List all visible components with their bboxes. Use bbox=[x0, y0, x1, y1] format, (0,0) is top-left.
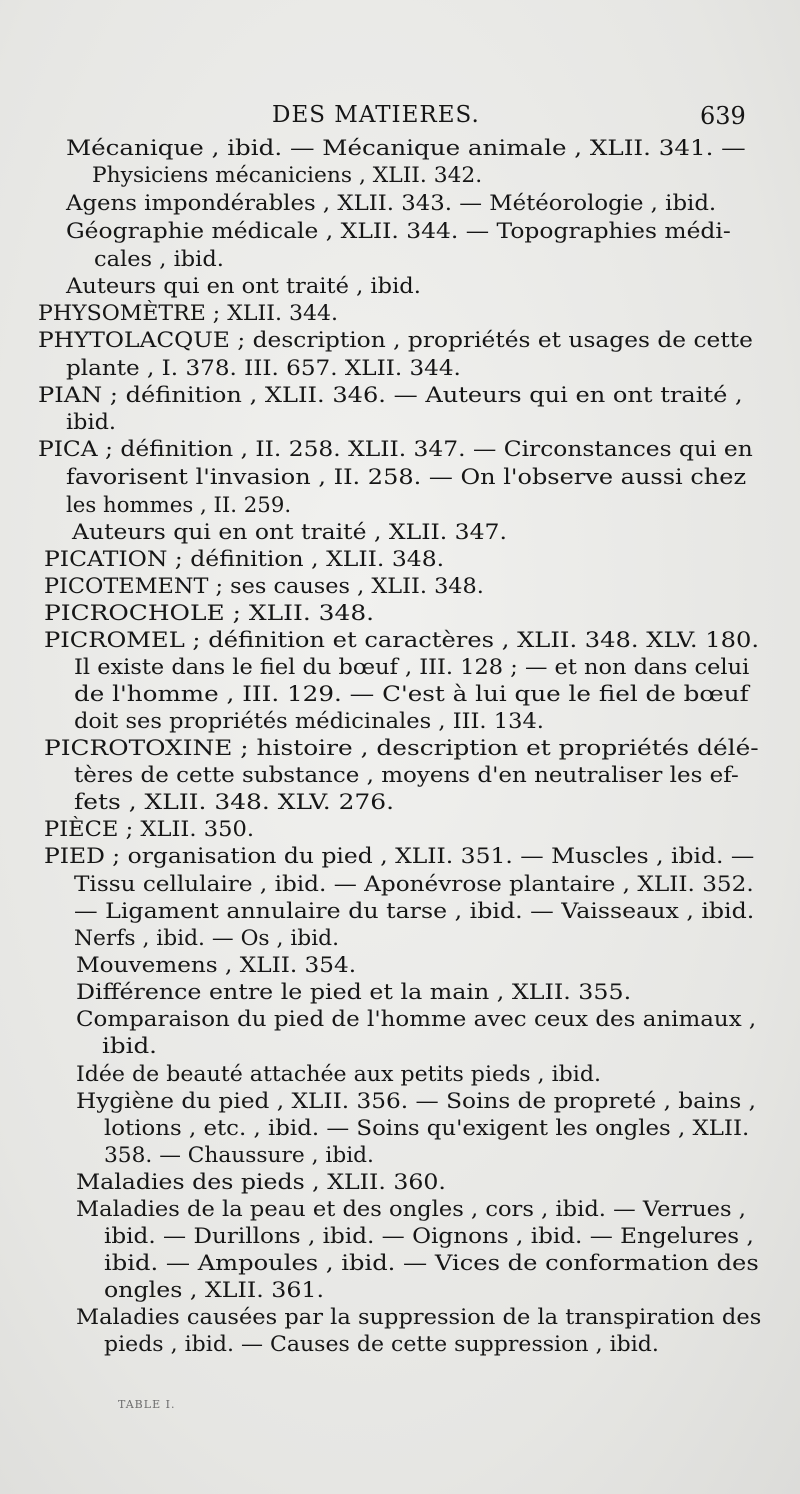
index-line-text: ibid. bbox=[102, 1034, 158, 1059]
index-line bbox=[92, 161, 788, 191]
index-line-text: fets , XLII. 348. XLV. 276. bbox=[74, 790, 395, 815]
index-line-text: Agens impondérables , XLII. 343. — Météorologie , ibid. bbox=[66, 191, 717, 216]
index-line bbox=[38, 381, 788, 411]
index-line bbox=[74, 870, 788, 900]
index-line-text: pieds , ibid. — Causes de cette suppression , ibid. bbox=[104, 1332, 659, 1357]
index-line-text: ibid. bbox=[66, 410, 117, 435]
index-line bbox=[66, 354, 788, 384]
index-line-text: Nerfs , ibid. — Os , ibid. bbox=[74, 926, 340, 951]
index-line-text: PICATION ; définition , XLII. 348. bbox=[44, 547, 445, 572]
index-line-text: PICOTEMENT ; ses causes , XLII. 348. bbox=[44, 574, 484, 599]
index-line bbox=[104, 1141, 788, 1171]
index-line bbox=[76, 978, 788, 1008]
index-line bbox=[74, 897, 788, 927]
index-line bbox=[102, 1032, 788, 1062]
index-line-text: Idée de beauté attachée aux petits pieds , ibid. bbox=[76, 1062, 602, 1087]
index-line-text: PHYTOLACQUE ; description , propriétés et usages de cette bbox=[38, 328, 753, 353]
index-line bbox=[104, 1222, 788, 1252]
index-line-text: Maladies des pieds , XLII. 360. bbox=[76, 1170, 446, 1195]
index-line bbox=[44, 815, 788, 845]
index-line-text: Physiciens mécaniciens , XLII. 342. bbox=[92, 163, 483, 188]
index-line bbox=[38, 435, 788, 465]
index-line bbox=[104, 1114, 788, 1144]
index-line bbox=[76, 951, 788, 981]
index-line bbox=[74, 680, 788, 710]
index-line-text: cales , ibid. bbox=[94, 247, 224, 272]
index-line-text: ibid. — Ampoules , ibid. — Vices de conformation des bbox=[104, 1251, 759, 1276]
index-line-text: Auteurs qui en ont traité , ibid. bbox=[66, 274, 421, 299]
index-line bbox=[74, 788, 788, 818]
index-line-text: Tissu cellulaire , ibid. — Aponévrose plantaire , XLII. 352. bbox=[74, 872, 754, 897]
index-line-text: PICA ; définition , II. 258. XLII. 347. — Circonstances qui en bbox=[38, 437, 753, 462]
index-line bbox=[44, 626, 788, 656]
index-line bbox=[74, 653, 788, 683]
page-number: 639 bbox=[700, 102, 746, 130]
signature-mark: TABLE I. bbox=[118, 1398, 176, 1411]
running-header bbox=[0, 100, 800, 134]
index-line bbox=[38, 326, 788, 356]
index-line-text: Mécanique , ibid. — Mécanique animale , XLII. 341. — bbox=[66, 136, 746, 161]
index-line bbox=[76, 1060, 788, 1090]
index-line bbox=[44, 842, 788, 872]
index-line-text: Il existe dans le fiel du bœuf , III. 128 ; — et non dans celui bbox=[74, 655, 750, 680]
index-line-text: PHYSOMÈTRE ; XLII. 344. bbox=[38, 301, 339, 326]
index-line-text: ongles , XLII. 361. bbox=[104, 1278, 324, 1303]
index-line bbox=[76, 1195, 788, 1225]
index-line-text: Mouvemens , XLII. 354. bbox=[76, 953, 357, 978]
index-line-text: Différence entre le pied et la main , XLII. 355. bbox=[76, 980, 632, 1005]
index-line-text: Comparaison du pied de l'homme avec ceux des animaux , bbox=[76, 1007, 757, 1032]
index-line-text: les hommes , II. 259. bbox=[66, 493, 292, 518]
index-line bbox=[94, 245, 788, 275]
index-line bbox=[44, 734, 788, 764]
index-line-text: tères de cette substance , moyens d'en neutraliser les ef- bbox=[74, 763, 739, 788]
index-line-text: PICROCHOLE ; XLII. 348. bbox=[44, 601, 375, 626]
index-line-text: Hygiène du pied , XLII. 356. — Soins de propreté , bains , bbox=[76, 1089, 757, 1114]
index-line bbox=[76, 1168, 788, 1198]
index-line bbox=[74, 924, 788, 954]
index-line bbox=[66, 134, 788, 164]
index-line bbox=[104, 1249, 788, 1279]
index-line bbox=[44, 572, 788, 602]
index-line-text: plante , I. 378. III. 657. XLII. 344. bbox=[66, 356, 461, 381]
index-line-text: doit ses propriétés médicinales , III. 134. bbox=[74, 709, 544, 734]
index-line bbox=[74, 707, 788, 737]
index-line bbox=[76, 1005, 788, 1035]
index-line-text: PICROMEL ; définition et caractères , XLII. 348. XLV. 180. bbox=[44, 628, 760, 653]
index-line bbox=[66, 272, 788, 302]
index-line bbox=[44, 545, 788, 575]
index-line bbox=[38, 299, 788, 329]
index-line-text: PICROTOXINE ; histoire , description et propriétés délé- bbox=[44, 736, 759, 761]
index-line-text: ibid. — Durillons , ibid. — Oignons , ibid. — Engelures , bbox=[104, 1224, 754, 1249]
index-line bbox=[76, 1303, 788, 1333]
index-line-text: PIÈCE ; XLII. 350. bbox=[44, 817, 255, 842]
index-line-text: de l'homme , III. 129. — C'est à lui que le fiel de bœuf bbox=[74, 682, 749, 707]
index-line bbox=[104, 1276, 788, 1306]
index-line-text: Géographie médicale , XLII. 344. — Topographies médi- bbox=[66, 219, 731, 244]
index-line-text: Maladies causées par la suppression de la transpiration des bbox=[76, 1305, 762, 1330]
index-line bbox=[76, 1087, 788, 1117]
index-line bbox=[66, 189, 788, 219]
index-line bbox=[66, 217, 788, 247]
index-line bbox=[72, 518, 788, 548]
index-line bbox=[74, 761, 788, 791]
index-line bbox=[66, 408, 788, 438]
index-line-text: PIED ; organisation du pied , XLII. 351. — Muscles , ibid. — bbox=[44, 844, 755, 869]
running-title: DES MATIERES. bbox=[272, 102, 480, 128]
index-line bbox=[44, 599, 788, 629]
index-line-text: 358. — Chaussure , ibid. bbox=[104, 1143, 374, 1168]
index-line bbox=[66, 491, 788, 521]
index-line bbox=[66, 463, 788, 493]
index-line-text: lotions , etc. , ibid. — Soins qu'exigent les ongles , XLII. bbox=[104, 1116, 750, 1141]
index-line-text: favorisent l'invasion , II. 258. — On l'observe aussi chez bbox=[66, 465, 747, 490]
index-line-text: Maladies de la peau et des ongles , cors , ibid. — Verrues , bbox=[76, 1197, 746, 1222]
index-line-text: Auteurs qui en ont traité , XLII. 347. bbox=[72, 520, 507, 545]
index-line bbox=[104, 1330, 788, 1360]
index-line-text: — Ligament annulaire du tarse , ibid. — Vaisseaux , ibid. bbox=[74, 899, 755, 924]
index-line-text: PIAN ; définition , XLII. 346. — Auteurs qui en ont traité , bbox=[38, 383, 743, 408]
